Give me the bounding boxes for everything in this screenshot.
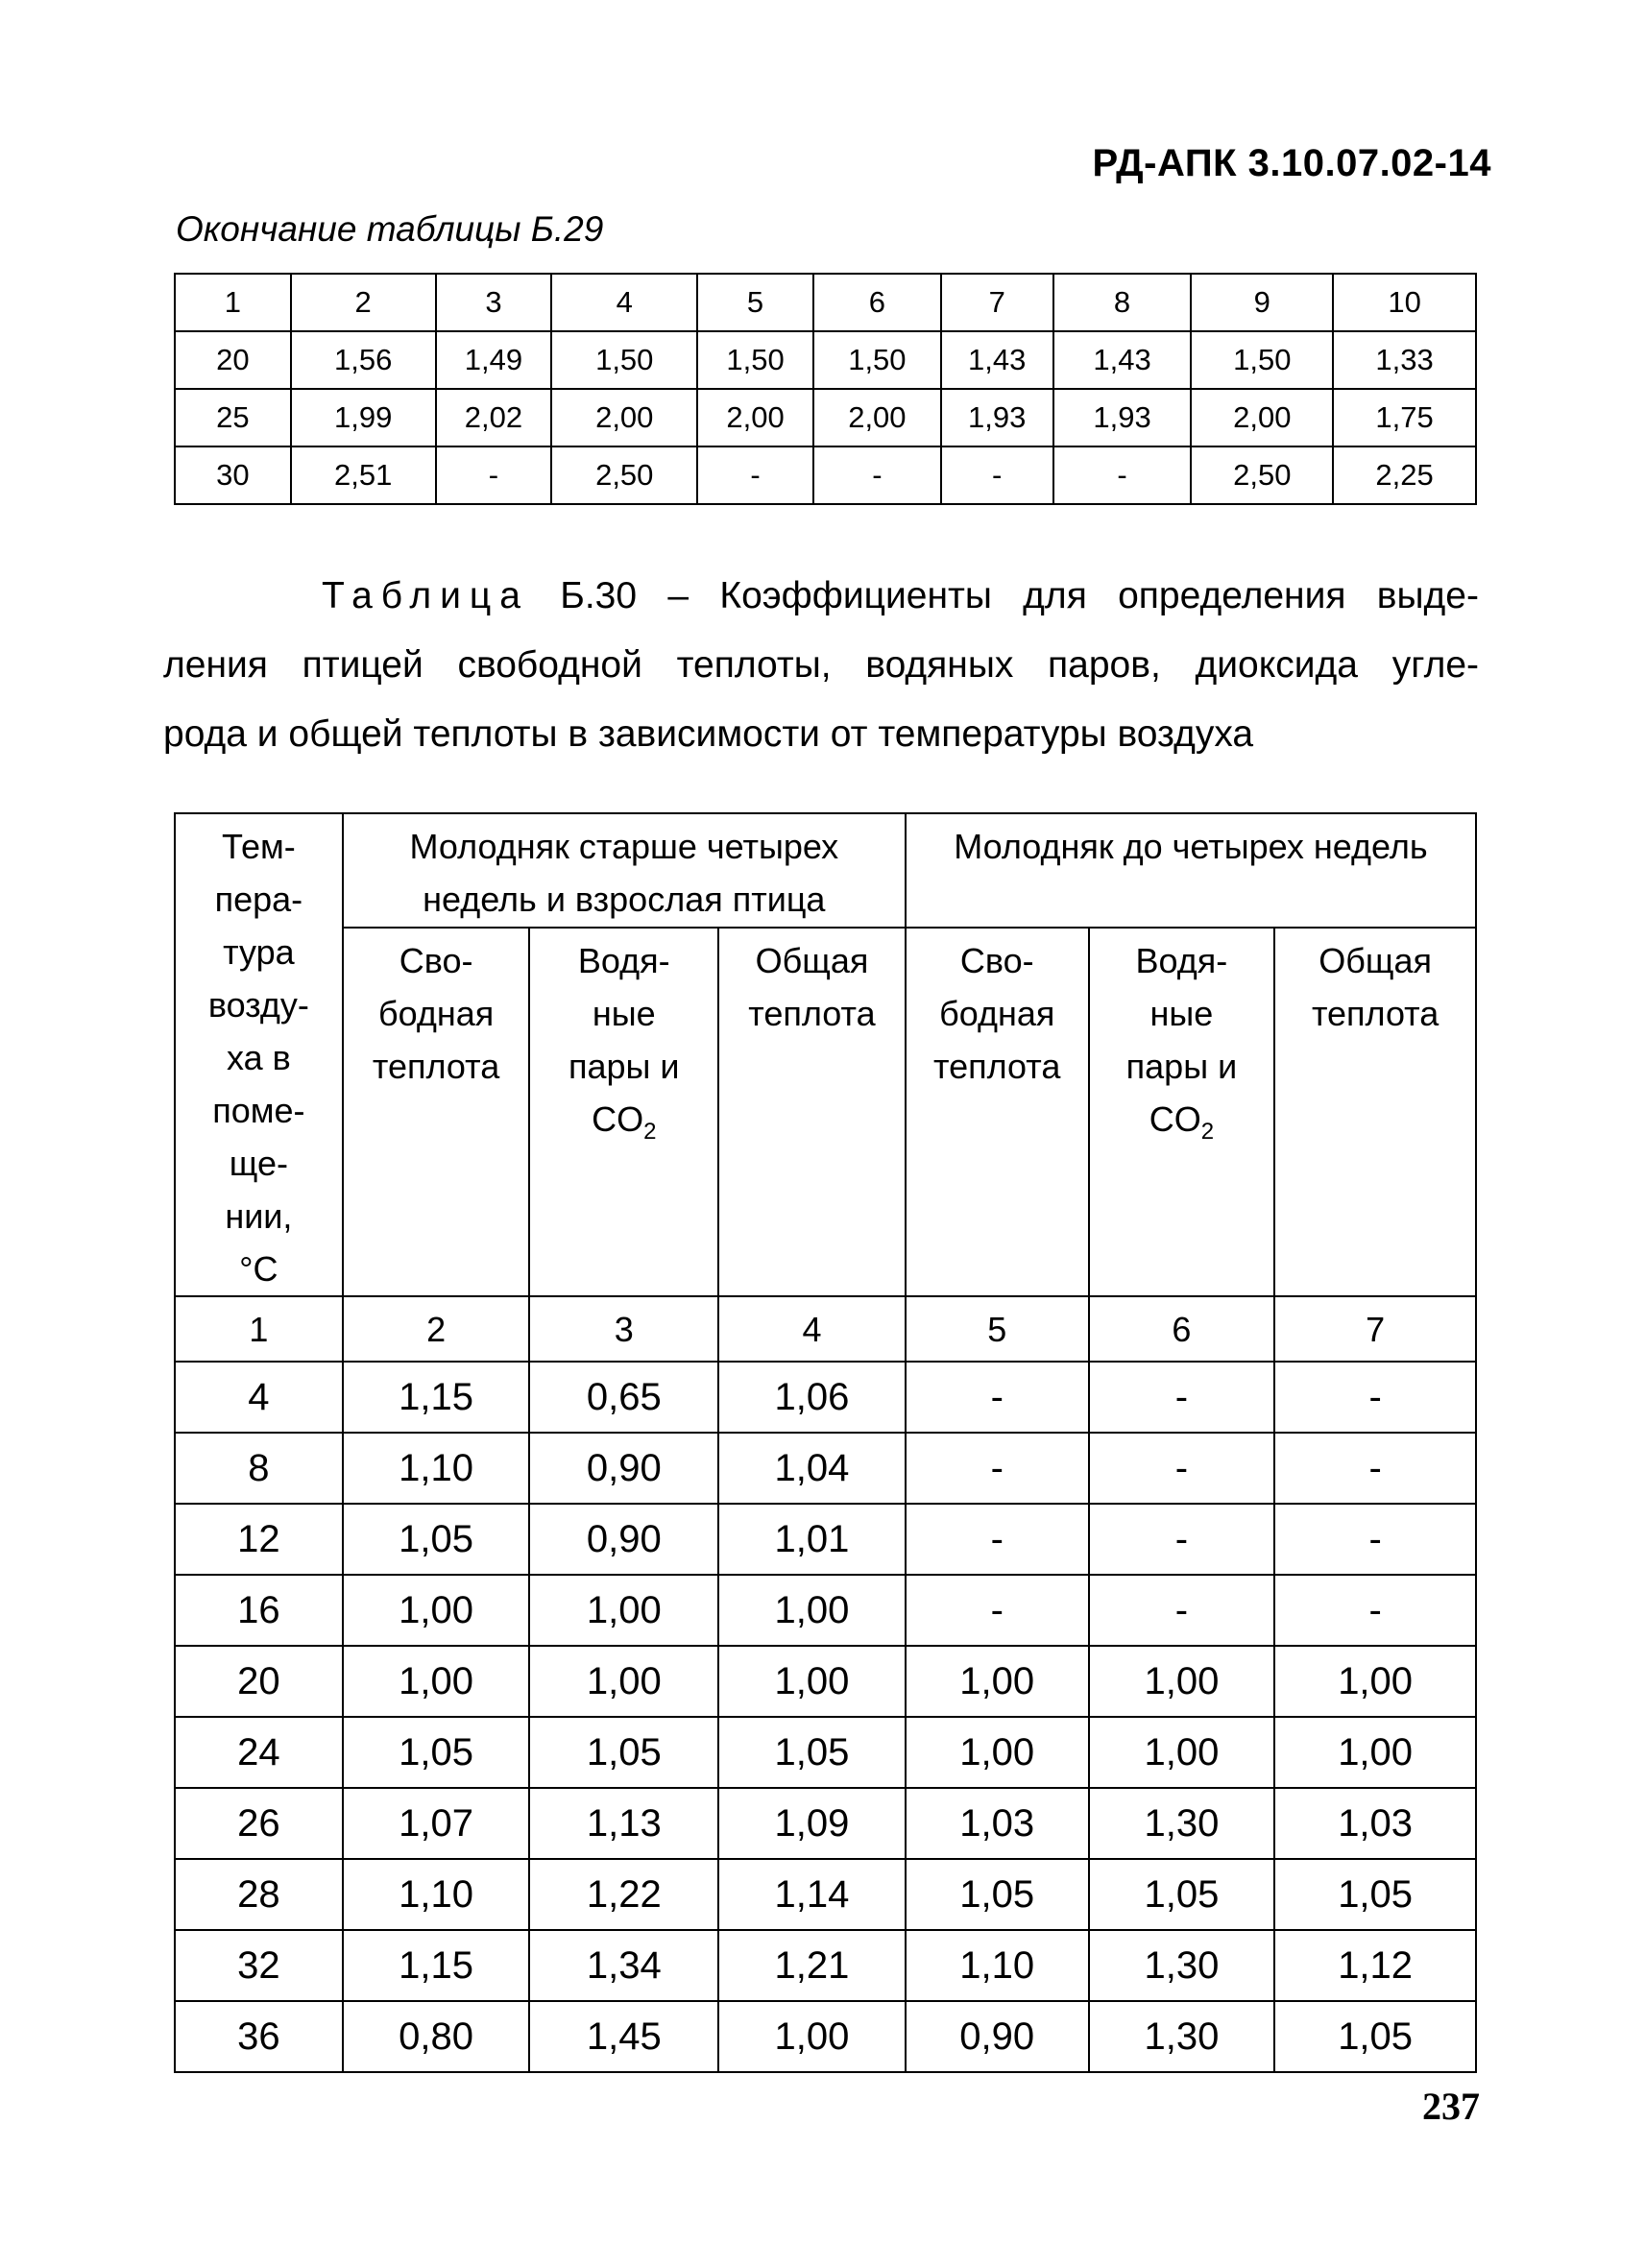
table-cell: 1,05 bbox=[343, 1717, 530, 1788]
table-cell: 1,50 bbox=[1191, 331, 1333, 389]
table-cell: 2,00 bbox=[697, 389, 813, 446]
table-cell: 1,45 bbox=[529, 2001, 718, 2072]
table-cell: 28 bbox=[175, 1859, 343, 1930]
table-row bbox=[175, 1362, 1476, 1433]
table-row bbox=[175, 1433, 1476, 1504]
table-cell: 1,34 bbox=[529, 1930, 718, 2001]
table-cell: 2,02 bbox=[436, 389, 552, 446]
table-cell: 2,00 bbox=[551, 389, 697, 446]
table-b30-caption bbox=[163, 562, 1479, 769]
table-b30 bbox=[174, 812, 1477, 2073]
document-code: РД-АПК 3.10.07.02-14 bbox=[1092, 142, 1491, 184]
table-column-numbers-row bbox=[175, 1296, 1476, 1362]
table-cell: 1,43 bbox=[1053, 331, 1192, 389]
table-cell: 1,93 bbox=[941, 389, 1053, 446]
header-total-heat-1: Общая теплота bbox=[718, 928, 906, 1296]
table-cell: 32 bbox=[175, 1930, 343, 2001]
table-cell: 1,50 bbox=[813, 331, 941, 389]
table-cell: 1,09 bbox=[718, 1788, 906, 1859]
table-row bbox=[175, 446, 1476, 504]
table-row bbox=[175, 1717, 1476, 1788]
table-cell: 1,22 bbox=[529, 1859, 718, 1930]
table-header-row-1 bbox=[175, 813, 1476, 928]
table-cell: 1,00 bbox=[343, 1575, 530, 1646]
header-temperature: Тем- пера- тура возду- ха в поме- ще- нии, °С bbox=[175, 813, 343, 1296]
table-row bbox=[175, 1788, 1476, 1859]
table-cell: 1,05 bbox=[1089, 1859, 1275, 1930]
table-column-numbers-row bbox=[175, 274, 1476, 331]
table-cell: 6 bbox=[813, 274, 941, 331]
table-cell: 1,00 bbox=[343, 1646, 530, 1717]
table-cell: 1,14 bbox=[718, 1859, 906, 1930]
table-cell: - bbox=[1274, 1433, 1476, 1504]
table-cell: 2 bbox=[291, 274, 436, 331]
table-b29-ending bbox=[174, 273, 1477, 505]
table-cell: 1,05 bbox=[906, 1859, 1089, 1930]
table-cell: 0,90 bbox=[529, 1504, 718, 1575]
table-cell: 1,00 bbox=[906, 1646, 1089, 1717]
table-cell: 1,75 bbox=[1333, 389, 1476, 446]
table-cell: 1,13 bbox=[529, 1788, 718, 1859]
table-cell: 1,05 bbox=[1274, 1859, 1476, 1930]
header-vapor-co2-1: Водя- ные пары и $CO_2$ bbox=[529, 928, 718, 1296]
table-cell: 30 bbox=[175, 446, 291, 504]
header-free-heat-2: Сво- бодная теплота bbox=[906, 928, 1089, 1296]
table-cell: 1,50 bbox=[697, 331, 813, 389]
table-cell: 2,25 bbox=[1333, 446, 1476, 504]
table-row bbox=[175, 1930, 1476, 2001]
table-cell: 1,05 bbox=[718, 1717, 906, 1788]
header-group-young-birds: Молодняк до четырех недель bbox=[906, 813, 1476, 928]
table-cell: 0,90 bbox=[906, 2001, 1089, 2072]
table-cell: - bbox=[906, 1575, 1089, 1646]
table-cell: 1,15 bbox=[343, 1930, 530, 2001]
table-cell: 1 bbox=[175, 274, 291, 331]
header-vapor-co2-2: Водя- ные пары и $CO_2$ bbox=[1089, 928, 1275, 1296]
table-cell: 0,90 bbox=[529, 1433, 718, 1504]
table-cell: - bbox=[1089, 1575, 1275, 1646]
table-cell: 1,30 bbox=[1089, 1930, 1275, 2001]
table-cell: 1,00 bbox=[718, 1575, 906, 1646]
table-cell: 1,43 bbox=[941, 331, 1053, 389]
table-cell: 1,30 bbox=[1089, 1788, 1275, 1859]
table-cell: 1,50 bbox=[551, 331, 697, 389]
table-cell: 1,00 bbox=[906, 1717, 1089, 1788]
table-cell: 6 bbox=[1089, 1296, 1275, 1362]
table-cell: 1,00 bbox=[718, 2001, 906, 2072]
table-cell: 1,03 bbox=[1274, 1788, 1476, 1859]
table-cell: 1,00 bbox=[529, 1646, 718, 1717]
table-cell: 1,10 bbox=[906, 1930, 1089, 2001]
table-cell: 26 bbox=[175, 1788, 343, 1859]
table-cell: 1,33 bbox=[1333, 331, 1476, 389]
header-group-older-birds: Молодняк старше четырех недель и взрослая птица bbox=[343, 813, 906, 928]
table-cell: 2,50 bbox=[551, 446, 697, 504]
table-cell: - bbox=[906, 1504, 1089, 1575]
table-header-row-2 bbox=[175, 928, 1476, 1296]
caption-line3: рода и общей теплоты в зависимости от температуры воздуха bbox=[163, 713, 1254, 755]
table-cell: 5 bbox=[697, 274, 813, 331]
table-cell: 1,05 bbox=[1274, 2001, 1476, 2072]
table-cell: 3 bbox=[529, 1296, 718, 1362]
table-cell: 1,00 bbox=[529, 1575, 718, 1646]
table-cell: 4 bbox=[175, 1362, 343, 1433]
table-cell: 1,15 bbox=[343, 1362, 530, 1433]
table-cell: 1,00 bbox=[718, 1646, 906, 1717]
table-cell: 1,56 bbox=[291, 331, 436, 389]
table-cell: 8 bbox=[175, 1433, 343, 1504]
table-cell: 20 bbox=[175, 331, 291, 389]
table-cell: 1,10 bbox=[343, 1859, 530, 1930]
table-cell: - bbox=[1089, 1362, 1275, 1433]
table-continuation-caption: Окончание таблицы Б.29 bbox=[176, 209, 604, 249]
table-cell: 2,50 bbox=[1191, 446, 1333, 504]
table-row bbox=[175, 1646, 1476, 1717]
table-cell: 4 bbox=[718, 1296, 906, 1362]
table-cell: 1,49 bbox=[436, 331, 552, 389]
table-cell: 5 bbox=[906, 1296, 1089, 1362]
table-cell: 1,01 bbox=[718, 1504, 906, 1575]
table-cell: - bbox=[813, 446, 941, 504]
caption-line1: – Коэффициенты для определения выде- bbox=[667, 575, 1479, 616]
table-row bbox=[175, 1859, 1476, 1930]
table-cell: 2,00 bbox=[813, 389, 941, 446]
table-cell: 7 bbox=[1274, 1296, 1476, 1362]
table-cell: 1,07 bbox=[343, 1788, 530, 1859]
table-cell: - bbox=[697, 446, 813, 504]
table-cell: 1,99 bbox=[291, 389, 436, 446]
table-cell: 3 bbox=[436, 274, 552, 331]
table-cell: - bbox=[1089, 1504, 1275, 1575]
table-row bbox=[175, 2001, 1476, 2072]
table-cell: - bbox=[1274, 1575, 1476, 1646]
caption-number: Б.30 bbox=[560, 575, 638, 616]
table-cell: 2,00 bbox=[1191, 389, 1333, 446]
table-cell: 1,03 bbox=[906, 1788, 1089, 1859]
caption-label: Таблица bbox=[322, 575, 529, 616]
table-cell: 24 bbox=[175, 1717, 343, 1788]
table-cell: 1 bbox=[175, 1296, 343, 1362]
table-row bbox=[175, 389, 1476, 446]
table-cell: 1,93 bbox=[1053, 389, 1192, 446]
table-cell: - bbox=[1053, 446, 1192, 504]
table-cell: 0,80 bbox=[343, 2001, 530, 2072]
table-cell: - bbox=[941, 446, 1053, 504]
table-cell: 25 bbox=[175, 389, 291, 446]
table-cell: 4 bbox=[551, 274, 697, 331]
table-cell: - bbox=[906, 1362, 1089, 1433]
table-cell: 1,04 bbox=[718, 1433, 906, 1504]
table-cell: - bbox=[1274, 1504, 1476, 1575]
table-cell: 1,00 bbox=[1274, 1646, 1476, 1717]
table-cell: 7 bbox=[941, 274, 1053, 331]
table-cell: 1,00 bbox=[1089, 1646, 1275, 1717]
table-cell: 1,00 bbox=[1089, 1717, 1275, 1788]
table-cell: - bbox=[1089, 1433, 1275, 1504]
table-cell: 2,51 bbox=[291, 446, 436, 504]
caption-line2: ления птицей свободной теплоты, водяных паров, диоксида угле- bbox=[163, 644, 1479, 686]
table-cell: 1,30 bbox=[1089, 2001, 1275, 2072]
table-cell: 1,21 bbox=[718, 1930, 906, 2001]
table-cell: 9 bbox=[1191, 274, 1333, 331]
table-cell: - bbox=[1274, 1362, 1476, 1433]
table-cell: 12 bbox=[175, 1504, 343, 1575]
header-total-heat-2: Общая теплота bbox=[1274, 928, 1476, 1296]
table-cell: - bbox=[906, 1433, 1089, 1504]
table-cell: 10 bbox=[1333, 274, 1476, 331]
table-row bbox=[175, 331, 1476, 389]
table-cell: 0,65 bbox=[529, 1362, 718, 1433]
table-cell: 8 bbox=[1053, 274, 1192, 331]
page-number: 237 bbox=[1422, 2085, 1480, 2128]
table-cell: 1,06 bbox=[718, 1362, 906, 1433]
table-cell: - bbox=[436, 446, 552, 504]
table-cell: 36 bbox=[175, 2001, 343, 2072]
header-free-heat-1: Сво- бодная теплота bbox=[343, 928, 530, 1296]
table-row bbox=[175, 1575, 1476, 1646]
table-cell: 20 bbox=[175, 1646, 343, 1717]
table-cell: 1,05 bbox=[529, 1717, 718, 1788]
table-cell: 2 bbox=[343, 1296, 530, 1362]
table-cell: 1,05 bbox=[343, 1504, 530, 1575]
table-cell: 16 bbox=[175, 1575, 343, 1646]
table-cell: 1,12 bbox=[1274, 1930, 1476, 2001]
table-cell: 1,10 bbox=[343, 1433, 530, 1504]
table-cell: 1,00 bbox=[1274, 1717, 1476, 1788]
table-row bbox=[175, 1504, 1476, 1575]
